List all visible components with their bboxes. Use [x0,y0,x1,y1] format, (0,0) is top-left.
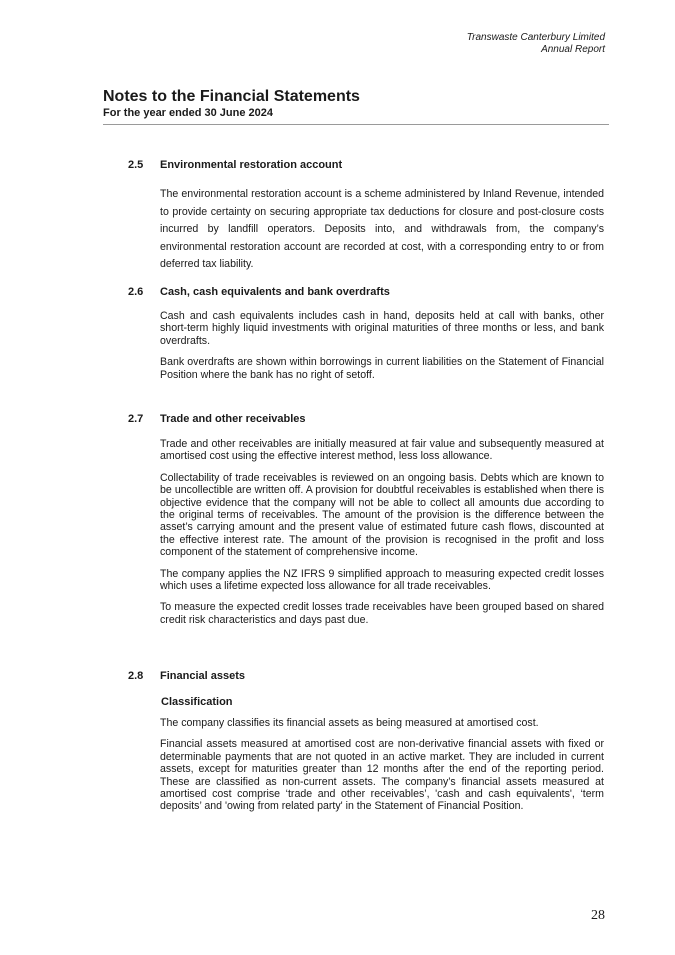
section-title: Trade and other receivables [160,413,306,425]
section-number: 2.6 [128,286,144,298]
paragraph: Financial assets measured at amortised cost are non-derivative financial assets with fixed or determinable payments that are not quoted in an active market. They are included in current assets, except for maturities greater than 12 months after the end of the reporting period. These are classified as non-current assets. The company’s financial assets measured at amortised cost comprise ‘trade and other receivables’, 'cash and cash equivalents', ‘term deposits’ and 'owing from related party' in the Statement of Financial Position. [160,738,604,813]
paragraph: The company applies the NZ IFRS 9 simplified approach to measuring expected credit losses which uses a lifetime expected loss allowance for all trade receivables. [160,567,604,593]
paragraph: Cash and cash equivalents includes cash in hand, deposits held at call with banks, other short-term highly liquid investments with original maturities of three months or less, and bank overdrafts. [160,310,604,347]
section-heading [128,158,604,172]
page-subtitle: For the year ended 30 June 2024 [103,107,273,119]
paragraph: To measure the expected credit losses trade receivables have been grouped based on shared credit risk characteristics and days past due. [160,601,604,626]
company-header [467,32,605,56]
section-number: 2.8 [128,670,144,682]
section-number: 2.5 [128,159,144,171]
paragraph: The company classifies its financial assets as being measured at amortised cost. [160,717,539,729]
section-number: 2.7 [128,413,144,425]
section-heading [128,669,604,683]
page-title: Notes to the Financial Statements [103,88,360,105]
subheading: Classification [161,696,233,708]
paragraph: Bank overdrafts are shown within borrowings in current liabilities on the Statement of Financial Position where the bank has no right of setoff. [160,356,604,381]
paragraph: Collectability of trade receivables is reviewed on an ongoing basis. Debts which are known to be uncollectible are written off. A provision for doubtful receivables is established when there is objective evidence that the company will not be able to collect all amounts due according to the original terms of receivables. The amount of the provision is the difference between the asset’s carrying amount and the present value of estimated future cash flows, discounted at the effective interest rate. The amount of the provision is recognised in the profit and loss component of the statement of comprehensive income. [160,471,604,559]
section-title: Environmental restoration account [160,159,343,171]
section-2-8 [128,669,604,813]
section-heading [128,285,604,299]
section-2-6 [128,285,604,381]
section-2-5 [128,158,604,274]
section-2-7 [128,412,604,626]
section-heading [128,412,604,426]
paragraph: The environmental restoration account is a scheme administered by Inland Revenue, intended to provide certainty on securing appropriate tax deductions for closure and post-closure costs incurred by landfill operators. Deposits into, and withdrawals from, the company’s environmental restoration account are recorded at cost, with a corresponding entry to or from deferred tax liability. [160,188,604,271]
report-name: Annual Report [541,44,605,55]
section-title: Financial assets [160,670,245,682]
page-number: 28 [591,908,605,923]
section-title: Cash, cash equivalents and bank overdrafts [160,286,390,298]
paragraph: Trade and other receivables are initially measured at fair value and subsequently measured at amortised cost using the effective interest method, less loss allowance. [160,438,604,463]
company-name: Transwaste Canterbury Limited [466,32,605,43]
header-divider [103,124,609,125]
